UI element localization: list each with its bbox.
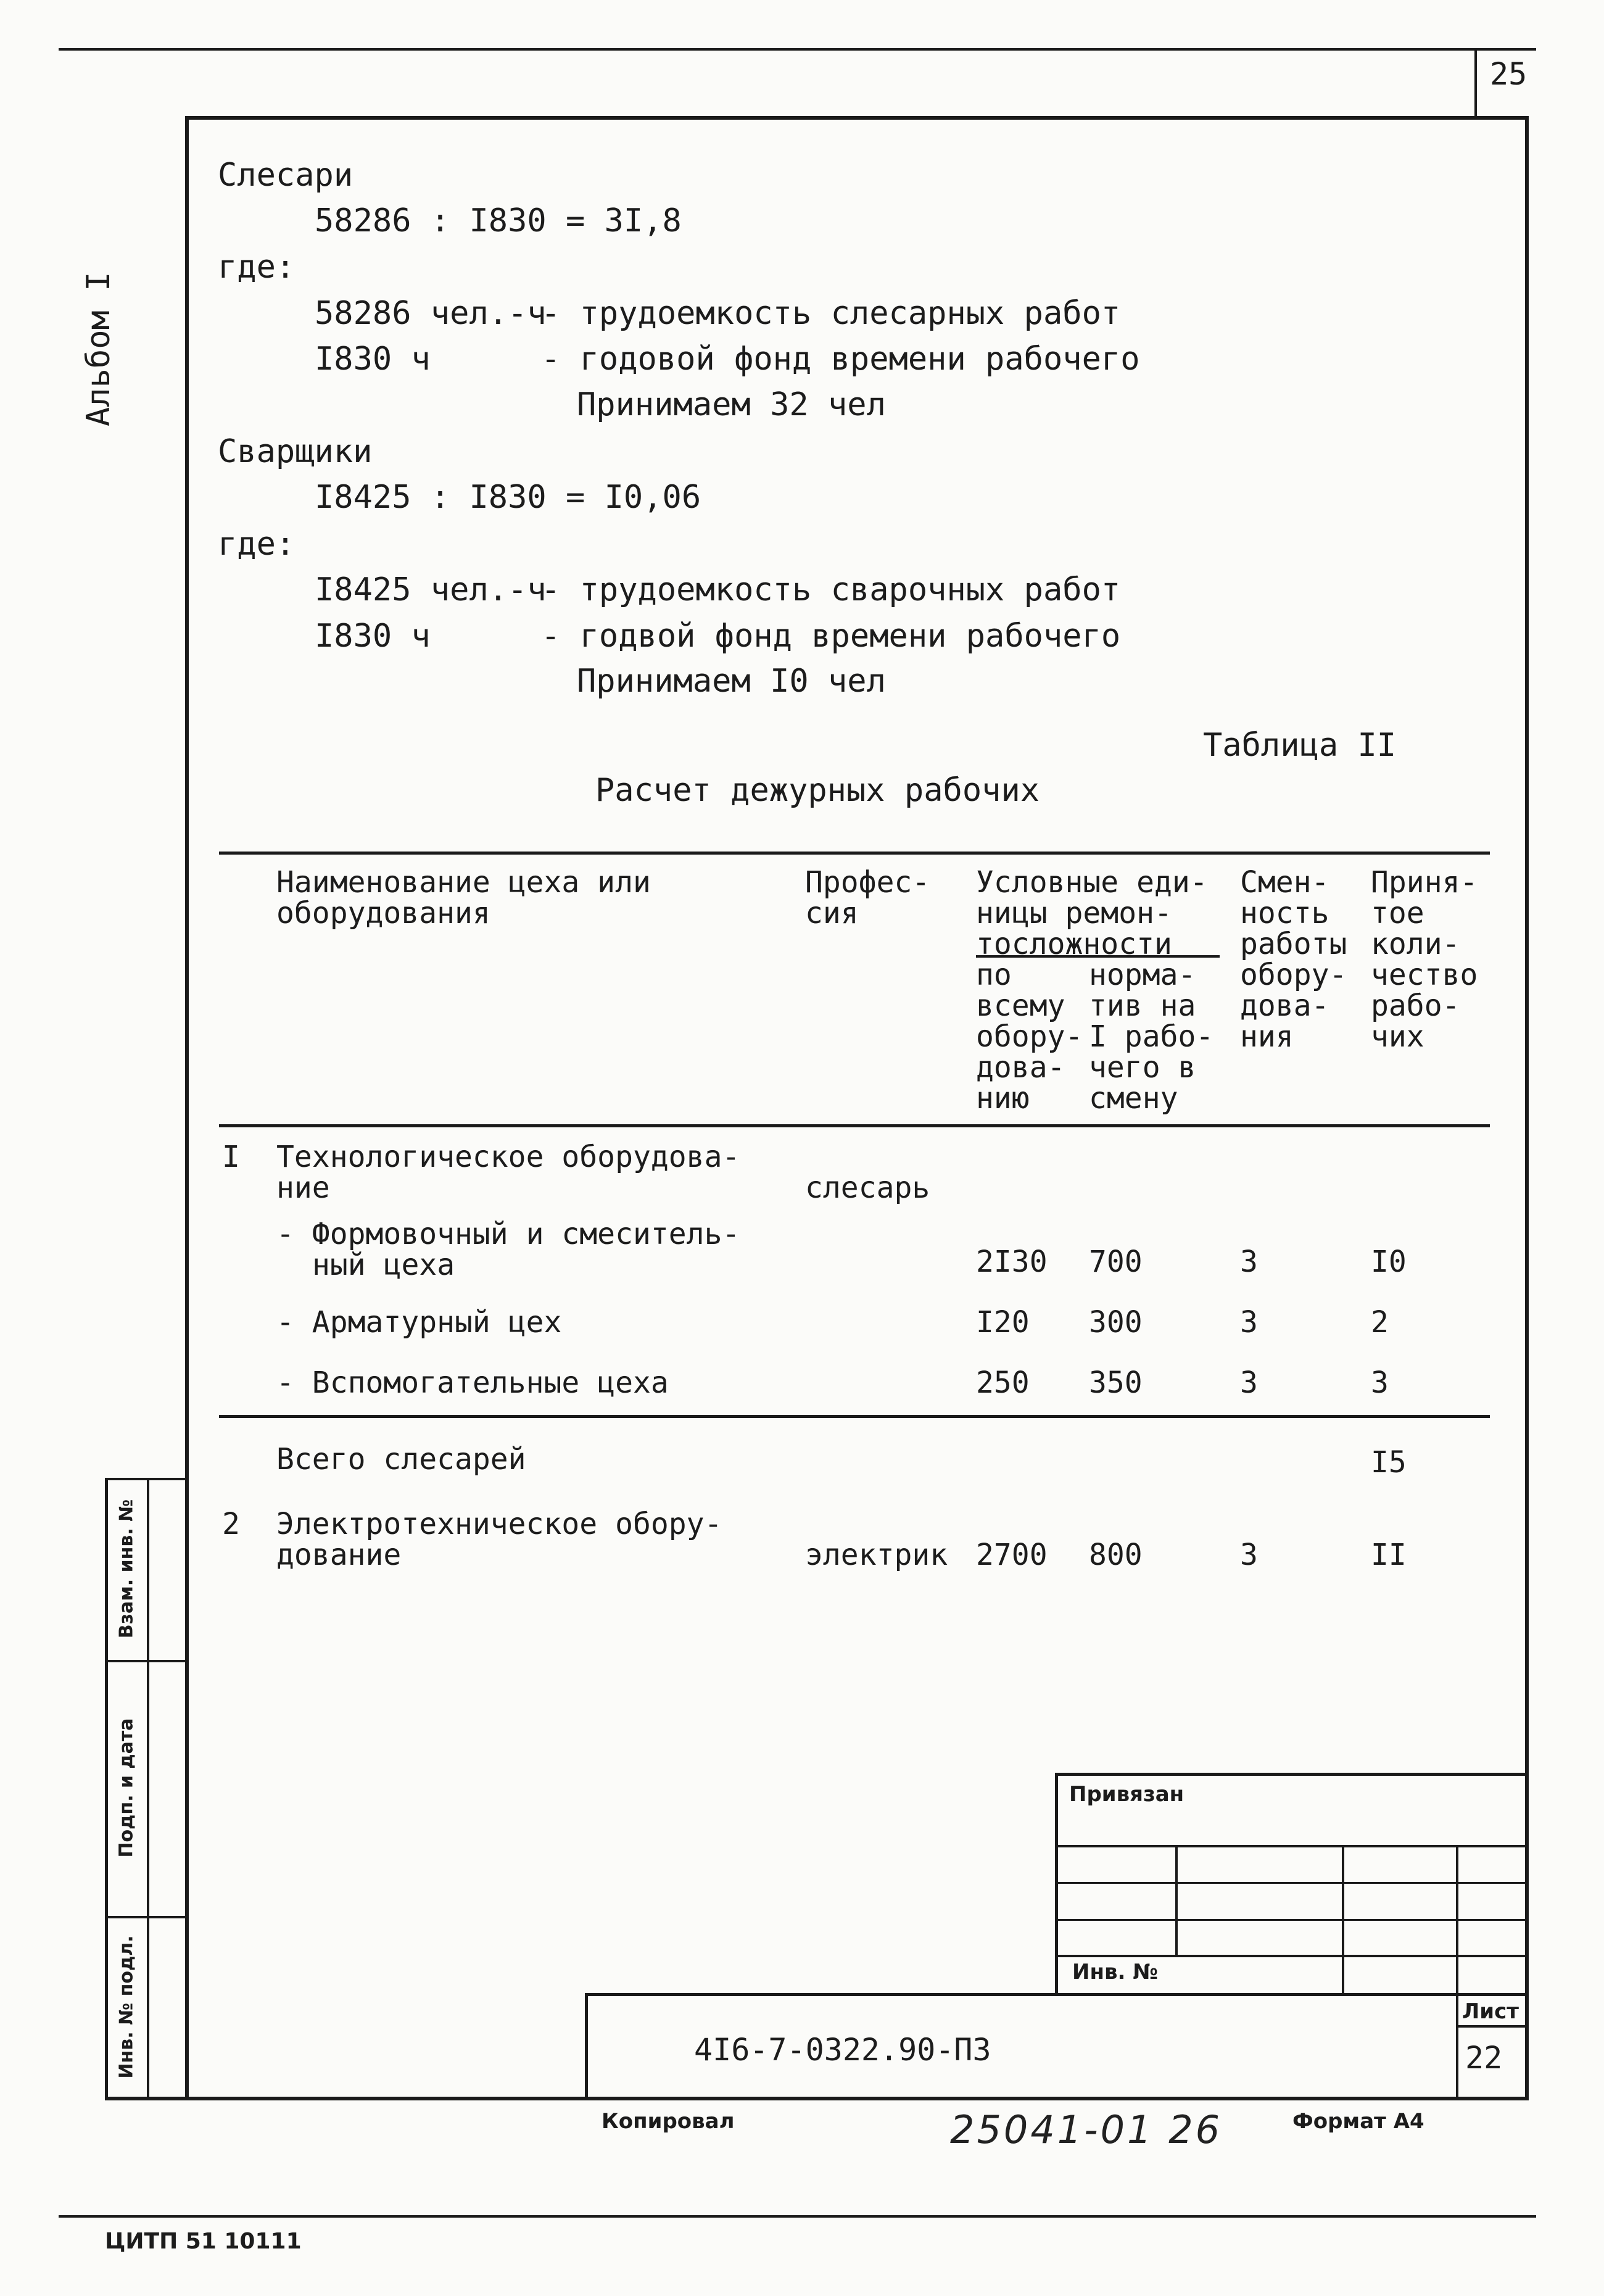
frame-top: [185, 116, 1529, 120]
table-row: - Формовочный и смеситель- ный цеха: [276, 1217, 740, 1282]
sheet-number: 22: [1465, 2040, 1503, 2076]
body-line-4a: 58286 чел.-ч: [315, 295, 547, 332]
body-line-9: где:: [218, 526, 296, 563]
frame-right: [1525, 116, 1529, 2100]
stamp-privyazan: Привязан: [1069, 1782, 1184, 1807]
side-stamp-top: [105, 1478, 188, 1480]
header-accepted: Приня- тое коли- чество рабо- чих: [1371, 865, 1478, 1054]
table-title: Расчет дежурных рабочих: [595, 772, 1040, 809]
side-stamp-div1: [105, 1660, 188, 1662]
stamp-col1: [1175, 1845, 1178, 1955]
bottom-rule: [59, 2215, 1536, 2218]
body-line-11b: - годвой фонд времени рабочего: [541, 618, 1121, 655]
header-units-top: Условные еди- ницы ремон- тосложности: [976, 865, 1208, 961]
body-line-8: I8425 : I830 = I0,06: [315, 479, 701, 516]
page-number-box-left: [1474, 48, 1477, 119]
body-line-10b: - трудоемкость сварочных работ: [541, 571, 1121, 608]
stamp-left: [1055, 1773, 1058, 1995]
header-name: Наименование цеха или оборудования: [276, 865, 651, 930]
row3-shift: 3: [1240, 1366, 1258, 1400]
stamp-inv-no: Инв. №: [1072, 1960, 1159, 1984]
section2-shift: 3: [1240, 1538, 1258, 1572]
table-rule-top: [219, 852, 1490, 855]
row1-accepted: I0: [1371, 1245, 1407, 1279]
header-profession: Профес- сия: [805, 865, 930, 930]
page-number: 25: [1490, 56, 1528, 92]
stamp-col2: [1342, 1845, 1344, 1995]
section1-name: Технологическое оборудова- ние: [276, 1140, 740, 1205]
body-line-5a: I830 ч: [315, 341, 431, 378]
side-stamp-left: [105, 1478, 108, 2100]
body-line-7: Сварщики: [218, 433, 373, 470]
body-line-6: Принимаем 32 чел: [577, 386, 886, 423]
header-shift: Смен- ность работы обору- дова- ния: [1240, 865, 1347, 1054]
section1-num: I: [222, 1140, 240, 1174]
section2-name: Электротехническое обору- дование: [276, 1507, 722, 1572]
side-label-podp: Подп. и дата: [115, 1718, 138, 1858]
footer-copied: Копировал: [602, 2109, 735, 2134]
table-row: - Вспомогательные цеха: [276, 1366, 669, 1400]
frame-left: [185, 116, 189, 2100]
row2-b: 300: [1089, 1305, 1143, 1340]
footer-format: Формат А4: [1292, 2109, 1424, 2134]
total-label: Всего слесарей: [276, 1442, 526, 1477]
body-line-3: где:: [218, 249, 296, 286]
row3-b: 350: [1089, 1366, 1143, 1400]
row3-accepted: 3: [1371, 1366, 1389, 1400]
section2-b: 800: [1089, 1538, 1143, 1572]
sheet-label: Лист: [1462, 1999, 1519, 2024]
body-line-12: Принимаем I0 чел: [577, 663, 886, 700]
designation-top: [585, 1993, 1529, 1996]
body-line-4b: - трудоемкость слесарных работ: [541, 295, 1121, 332]
row3-a: 250: [976, 1366, 1030, 1400]
header-units-b: норма- тив на I рабо- чего в смену: [1089, 958, 1214, 1116]
section1-profession: слесарь: [805, 1171, 930, 1205]
section2-accepted: II: [1371, 1538, 1407, 1572]
row2-shift: 3: [1240, 1305, 1258, 1340]
frame-bottom: [105, 2097, 1529, 2100]
body-line-2: 58286 : I830 = 3I,8: [315, 202, 682, 239]
table-row: - Арматурный цех: [276, 1305, 562, 1340]
body-line-10a: I8425 чел.-ч: [315, 571, 547, 608]
album-label: Альбом I: [80, 271, 117, 426]
body-line-11a: I830 ч: [315, 618, 431, 655]
row1-shift: 3: [1240, 1245, 1258, 1279]
row1-a: 2I30: [976, 1245, 1048, 1279]
table-rule-header: [219, 1124, 1490, 1127]
row2-accepted: 2: [1371, 1305, 1389, 1340]
table-rule-section: [219, 1415, 1490, 1418]
body-line-5b: - годовой фонд времени рабочего: [541, 341, 1140, 378]
side-stamp-middle: [147, 1478, 149, 2100]
table-label: Таблица II: [1203, 727, 1397, 764]
side-stamp-div2: [105, 1916, 188, 1918]
header-units-a: по всему обору- дова- нию: [976, 958, 1083, 1116]
sheet-label-rule: [1456, 2025, 1529, 2028]
section2-num: 2: [222, 1507, 240, 1541]
footer-handwritten: 25041-01 26: [950, 2107, 1223, 2152]
section2-profession: электрик: [805, 1538, 948, 1572]
stamp-top: [1055, 1773, 1529, 1776]
section2-a: 2700: [976, 1538, 1048, 1572]
row2-a: I20: [976, 1305, 1030, 1340]
body-line-1: Слесари: [218, 157, 353, 194]
designation-left: [585, 1993, 588, 2100]
stamp-col3: [1456, 1845, 1458, 2100]
side-label-inv-podl: Инв. № подл.: [115, 1935, 138, 2079]
designation: 4I6-7-0322.90-ПЗ: [694, 2032, 991, 2068]
footer-citp: ЦИТП 51 10111: [105, 2229, 302, 2254]
total-accepted: I5: [1371, 1445, 1407, 1480]
side-label-vzam: Взам. инв. №: [115, 1499, 138, 1639]
row1-b: 700: [1089, 1245, 1143, 1279]
top-rule: [59, 48, 1536, 51]
